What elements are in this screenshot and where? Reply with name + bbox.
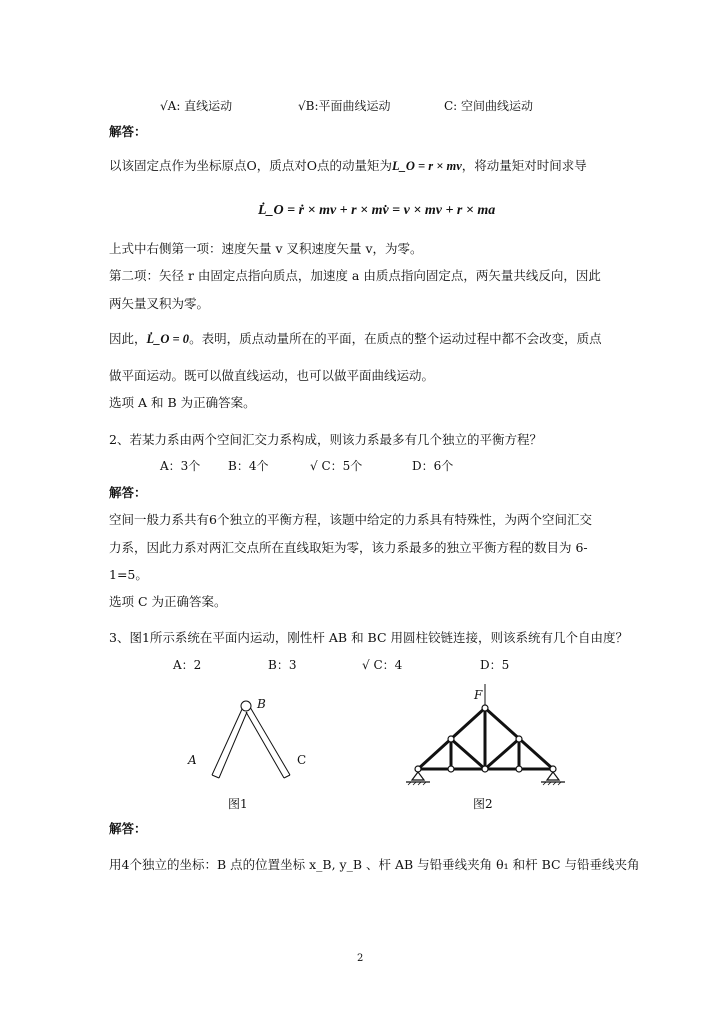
q1-paragraph-1: 以该固定点作为坐标原点O，质点对O点的动量矩为L_O = r × mv，将动量矩对时间求导 [109, 158, 587, 173]
figure-2-label-f: F [474, 688, 483, 702]
figure-2-truss [400, 676, 575, 788]
figure-1-hinged-bars [180, 690, 330, 800]
q3-option-b: B：3 [268, 658, 297, 672]
q1-paragraph-5: 选项 A 和 B 为正确答案。 [109, 395, 256, 410]
q2-option-a: A：3个 [160, 459, 201, 473]
q2-paragraph-1: 空间一般力系共有6个独立的平衡方程，该题中给定的力系具有特殊性，为两个空间汇交 [109, 512, 592, 527]
q1-paragraph-3a: 第二项：矢径 r 由固定点指向质点，加速度 a 由质点指向固定点，两矢量共线反向，因此 [109, 268, 601, 283]
q1-paragraph-3b: 两矢量叉积为零。 [109, 296, 210, 311]
q1-option-b: √B:平面曲线运动 [298, 99, 391, 113]
q2-option-b: B：4个 [228, 459, 269, 473]
q1-paragraph-4b: 做平面运动。既可以做直线运动，也可以做平面曲线运动。 [109, 368, 435, 383]
figure-1-label-a: A [188, 753, 197, 767]
q2-paragraph-3: 1=5。 [109, 567, 148, 582]
q1-option-c: C: 空间曲线运动 [444, 99, 534, 113]
q3-paragraph-1: 用4个独立的坐标：B 点的位置坐标 x_B, y_B 、杆 AB 与铅垂线夹角 θ₁ 和杆 BC 与铅垂线夹角 [109, 857, 640, 872]
q3-question: 3、图1所示系统在平面内运动，刚性杆 AB 和 BC 用圆柱铰链连接，则该系统有几个自由度？ [109, 630, 628, 645]
q3-answer-label: 解答： [109, 821, 147, 836]
figure-1-caption: 图1 [228, 797, 248, 811]
q1-zero-equation: L̇_O = 0 [146, 332, 190, 346]
q3-option-c: √ C：4 [362, 658, 403, 672]
q2-answer-label: 解答： [109, 485, 147, 500]
q1-answer-label: 解答： [109, 124, 147, 139]
q2-question: 2、若某力系由两个空间汇交力系构成，则该力系最多有几个独立的平衡方程？ [109, 432, 542, 447]
q2-paragraph-2: 力系，因此力系对两汇交点所在直线取矩为零，该力系最多的独立平衡方程的数目为 6- [109, 540, 588, 555]
q1-display-equation: L̇_O = ṙ × mv + r × mv̇ = v × mv + r × ma [258, 203, 496, 218]
q3-option-a: A：2 [173, 658, 202, 672]
q2-paragraph-4: 选项 C 为正确答案。 [109, 594, 227, 609]
figure-2-caption: 图2 [473, 797, 493, 811]
q1-paragraph-2: 上式中右侧第一项：速度矢量 v 叉积速度矢量 v，为零。 [109, 241, 423, 256]
q1-option-a: √A: 直线运动 [160, 99, 233, 113]
q1-momentum-equation: L_O = r × mv [392, 159, 462, 173]
q2-option-d: D：6个 [412, 459, 454, 473]
figure-1-label-c: C [297, 753, 307, 767]
q1-paragraph-4a: 因此，L̇_O = 0。表明，质点动量所在的平面，在质点的整个运动过程中都不会改变，质点 [109, 331, 602, 346]
figure-1-label-b: B [257, 697, 266, 711]
q3-option-d: D：5 [480, 658, 510, 672]
page-number: 2 [357, 953, 364, 964]
q2-option-c: √ C：5个 [310, 459, 363, 473]
